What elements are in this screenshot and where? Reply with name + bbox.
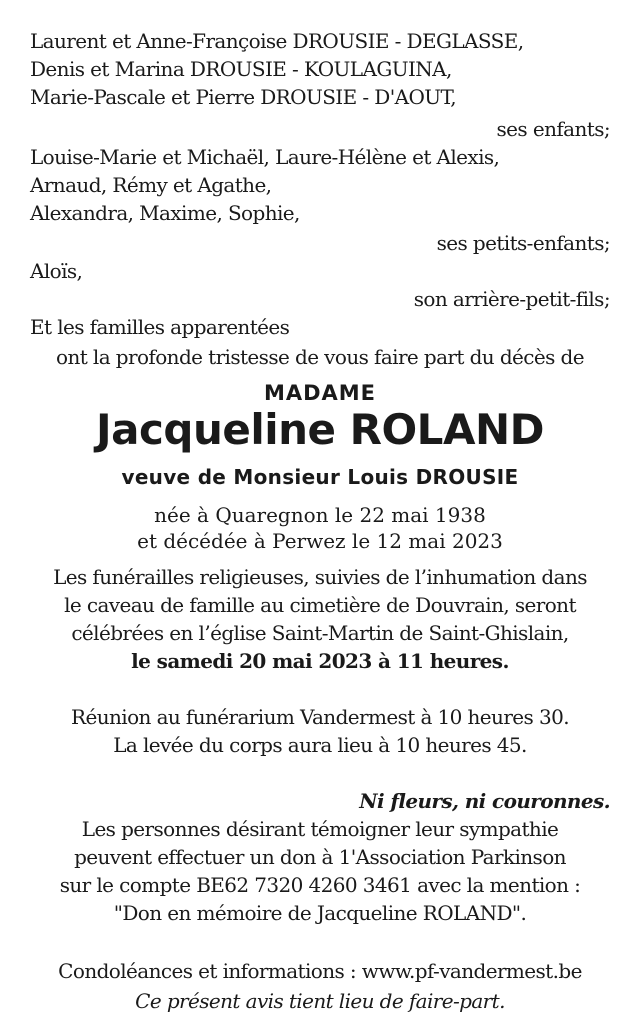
- relatives-line: Et les familles apparentées: [30, 315, 290, 339]
- grandchildren-line-3: Alexandra, Maxime, Sophie,: [30, 201, 300, 225]
- donation-line-1: Les personnes désirant témoigner leur sympathie: [81, 817, 559, 841]
- donation-line-4: "Don en mémoire de Jacqueline ROLAND".: [113, 901, 527, 925]
- deceased-title: MADAME: [263, 381, 377, 405]
- donation-line-2: peuvent effectuer un don à 1'Association Parkinson: [74, 845, 566, 869]
- levee-line: La levée du corps aura lieu à 10 heures 45.: [113, 733, 527, 757]
- birth-line: née à Quaregnon le 22 mai 1938: [154, 503, 486, 527]
- widow-of-line: veuve de Monsieur Louis DROUSIE: [121, 465, 519, 489]
- notice-line: Ce présent avis tient lieu de faire-part.: [135, 989, 505, 1013]
- announcement-intro: ont la profonde tristesse de vous faire part du décès de: [56, 345, 584, 369]
- deceased-name: Jacqueline ROLAND: [96, 405, 544, 454]
- funeral-date-time: le samedi 20 mai 2023 à 11 heures.: [131, 649, 509, 673]
- meeting-line: Réunion au funérarium Vandermest à 10 heures 30.: [71, 705, 569, 729]
- great-grandchild-line: Aloïs,: [30, 259, 83, 283]
- funeral-line-1: Les funérailles religieuses, suivies de l’inhumation dans: [53, 565, 587, 589]
- funeral-line-3: célébrées en l’église Saint-Martin de Saint-Ghislain,: [71, 621, 569, 645]
- grandchildren-label: ses petits-enfants;: [436, 231, 610, 255]
- children-label: ses enfants;: [496, 117, 610, 141]
- condolences-line: Condoléances et informations : www.pf-vandermest.be: [58, 959, 582, 983]
- no-flowers-line: Ni fleurs, ni couronnes.: [359, 789, 610, 813]
- funeral-line-2: le caveau de famille au cimetière de Douvrain, seront: [64, 593, 576, 617]
- children-line-3: Marie-Pascale et Pierre DROUSIE - D'AOUT,: [30, 85, 457, 109]
- children-line-1: Laurent et Anne-Françoise DROUSIE - DEGLASSE,: [30, 29, 524, 53]
- children-line-2: Denis et Marina DROUSIE - KOULAGUINA,: [30, 57, 452, 81]
- great-grandchild-label: son arrière-petit-fils;: [413, 287, 610, 311]
- grandchildren-line-2: Arnaud, Rémy et Agathe,: [30, 173, 272, 197]
- grandchildren-line-1: Louise-Marie et Michaël, Laure-Hélène et Alexis,: [30, 145, 500, 169]
- donation-line-3: sur le compte BE62 7320 4260 3461 avec la mention :: [59, 873, 581, 897]
- death-line: et décédée à Perwez le 12 mai 2023: [137, 529, 503, 553]
